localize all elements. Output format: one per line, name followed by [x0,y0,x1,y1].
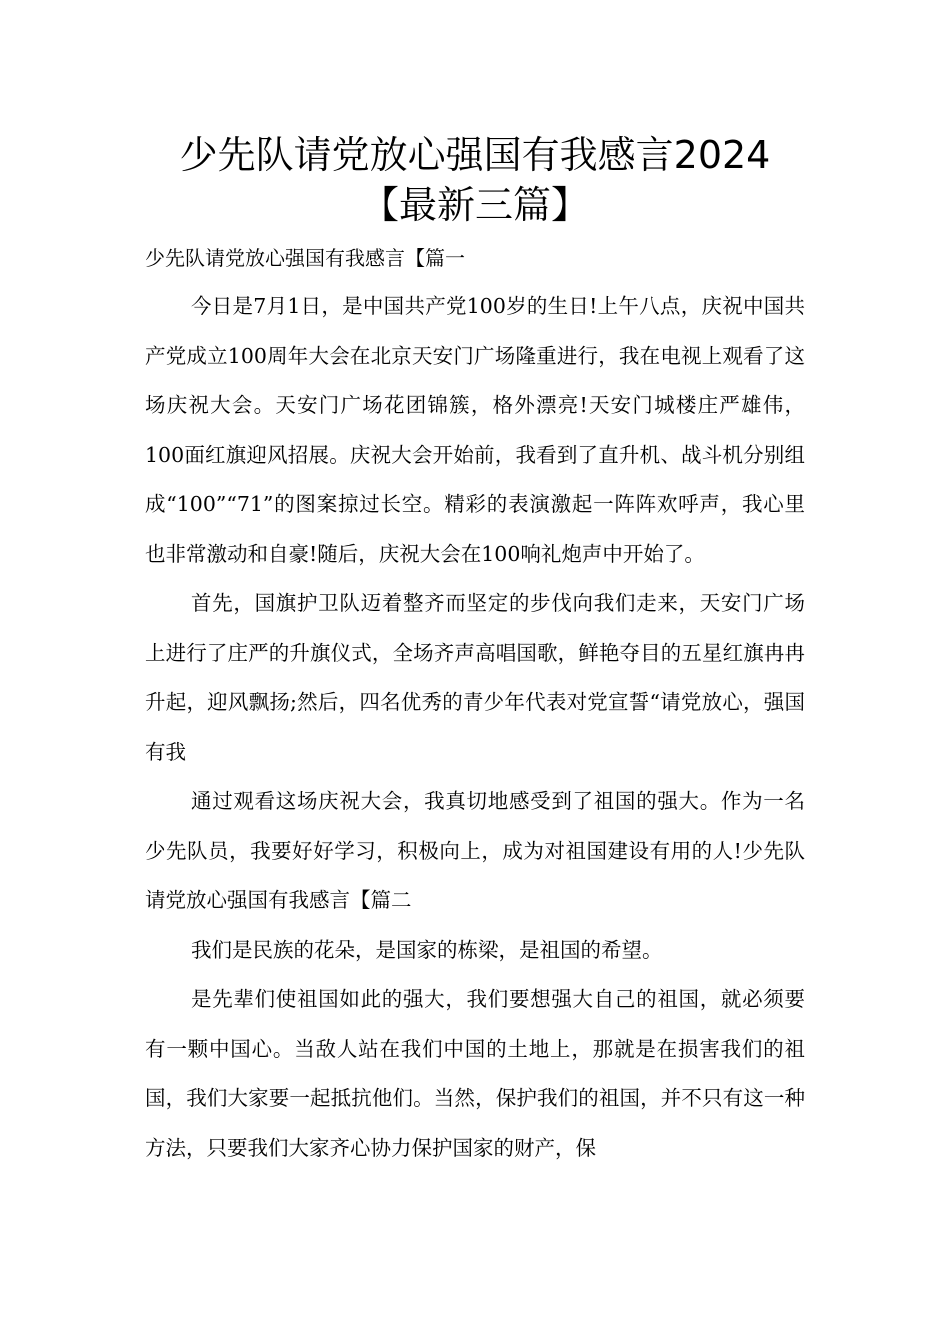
document-page [145,0,805,1173]
document-title: 少先队请党放心强国有我感言2024【最新三篇】 [179,133,771,227]
paragraph-4: 我们是民族的花朵，是国家的栋梁，是祖国的希望。 [191,937,663,962]
paragraph-2: 首先，国旗护卫队迈着整齐而坚定的步伐向我们走来，天安门广场上进行了庄严的升旗仪式，全场齐声高唱国歌，鲜艳夺目的五星红旗冉冉升起，迎风飘扬;然后，四名优秀的青少年代表对党宣誓“请党放心，强国有我 [145,591,805,764]
paragraph-1: 今日是7月1日，是中国共产党100岁的生日!上午八点，庆祝中国共产党成立100周年大会在北京天安门广场隆重进行，我在电视上观看了这场庆祝大会。天安门广场花团锦簇，格外漂亮!天安门城楼庄严雄伟，100面红旗迎风招展。庆祝大会开始前，我看到了直升机、战斗机分别组成“100”“71”的图案掠过长空。精彩的表演激起一阵阵欢呼声，我心里也非常激动和自豪!随后，庆祝大会在100响礼炮声中开始了。 [145,294,805,566]
section-heading-1: 少先队请党放心强国有我感言【篇一 [145,246,465,270]
paragraph-5: 是先辈们使祖国如此的强大，我们要想强大自己的祖国，就必须要有一颗中国心。当敌人站在我们中国的土地上，那就是在损害我们的祖国，我们大家要一起抵抗他们。当然，保护我们的祖国，并不只有这一种方法，只要我们大家齐心协力保护国家的财产，保 [145,987,805,1160]
paragraph-3: 通过观看这场庆祝大会，我真切地感受到了祖国的强大。作为一名少先队员，我要好好学习，积极向上，成为对祖国建设有用的人!少先队请党放心强国有我感言【篇二 [145,789,805,912]
